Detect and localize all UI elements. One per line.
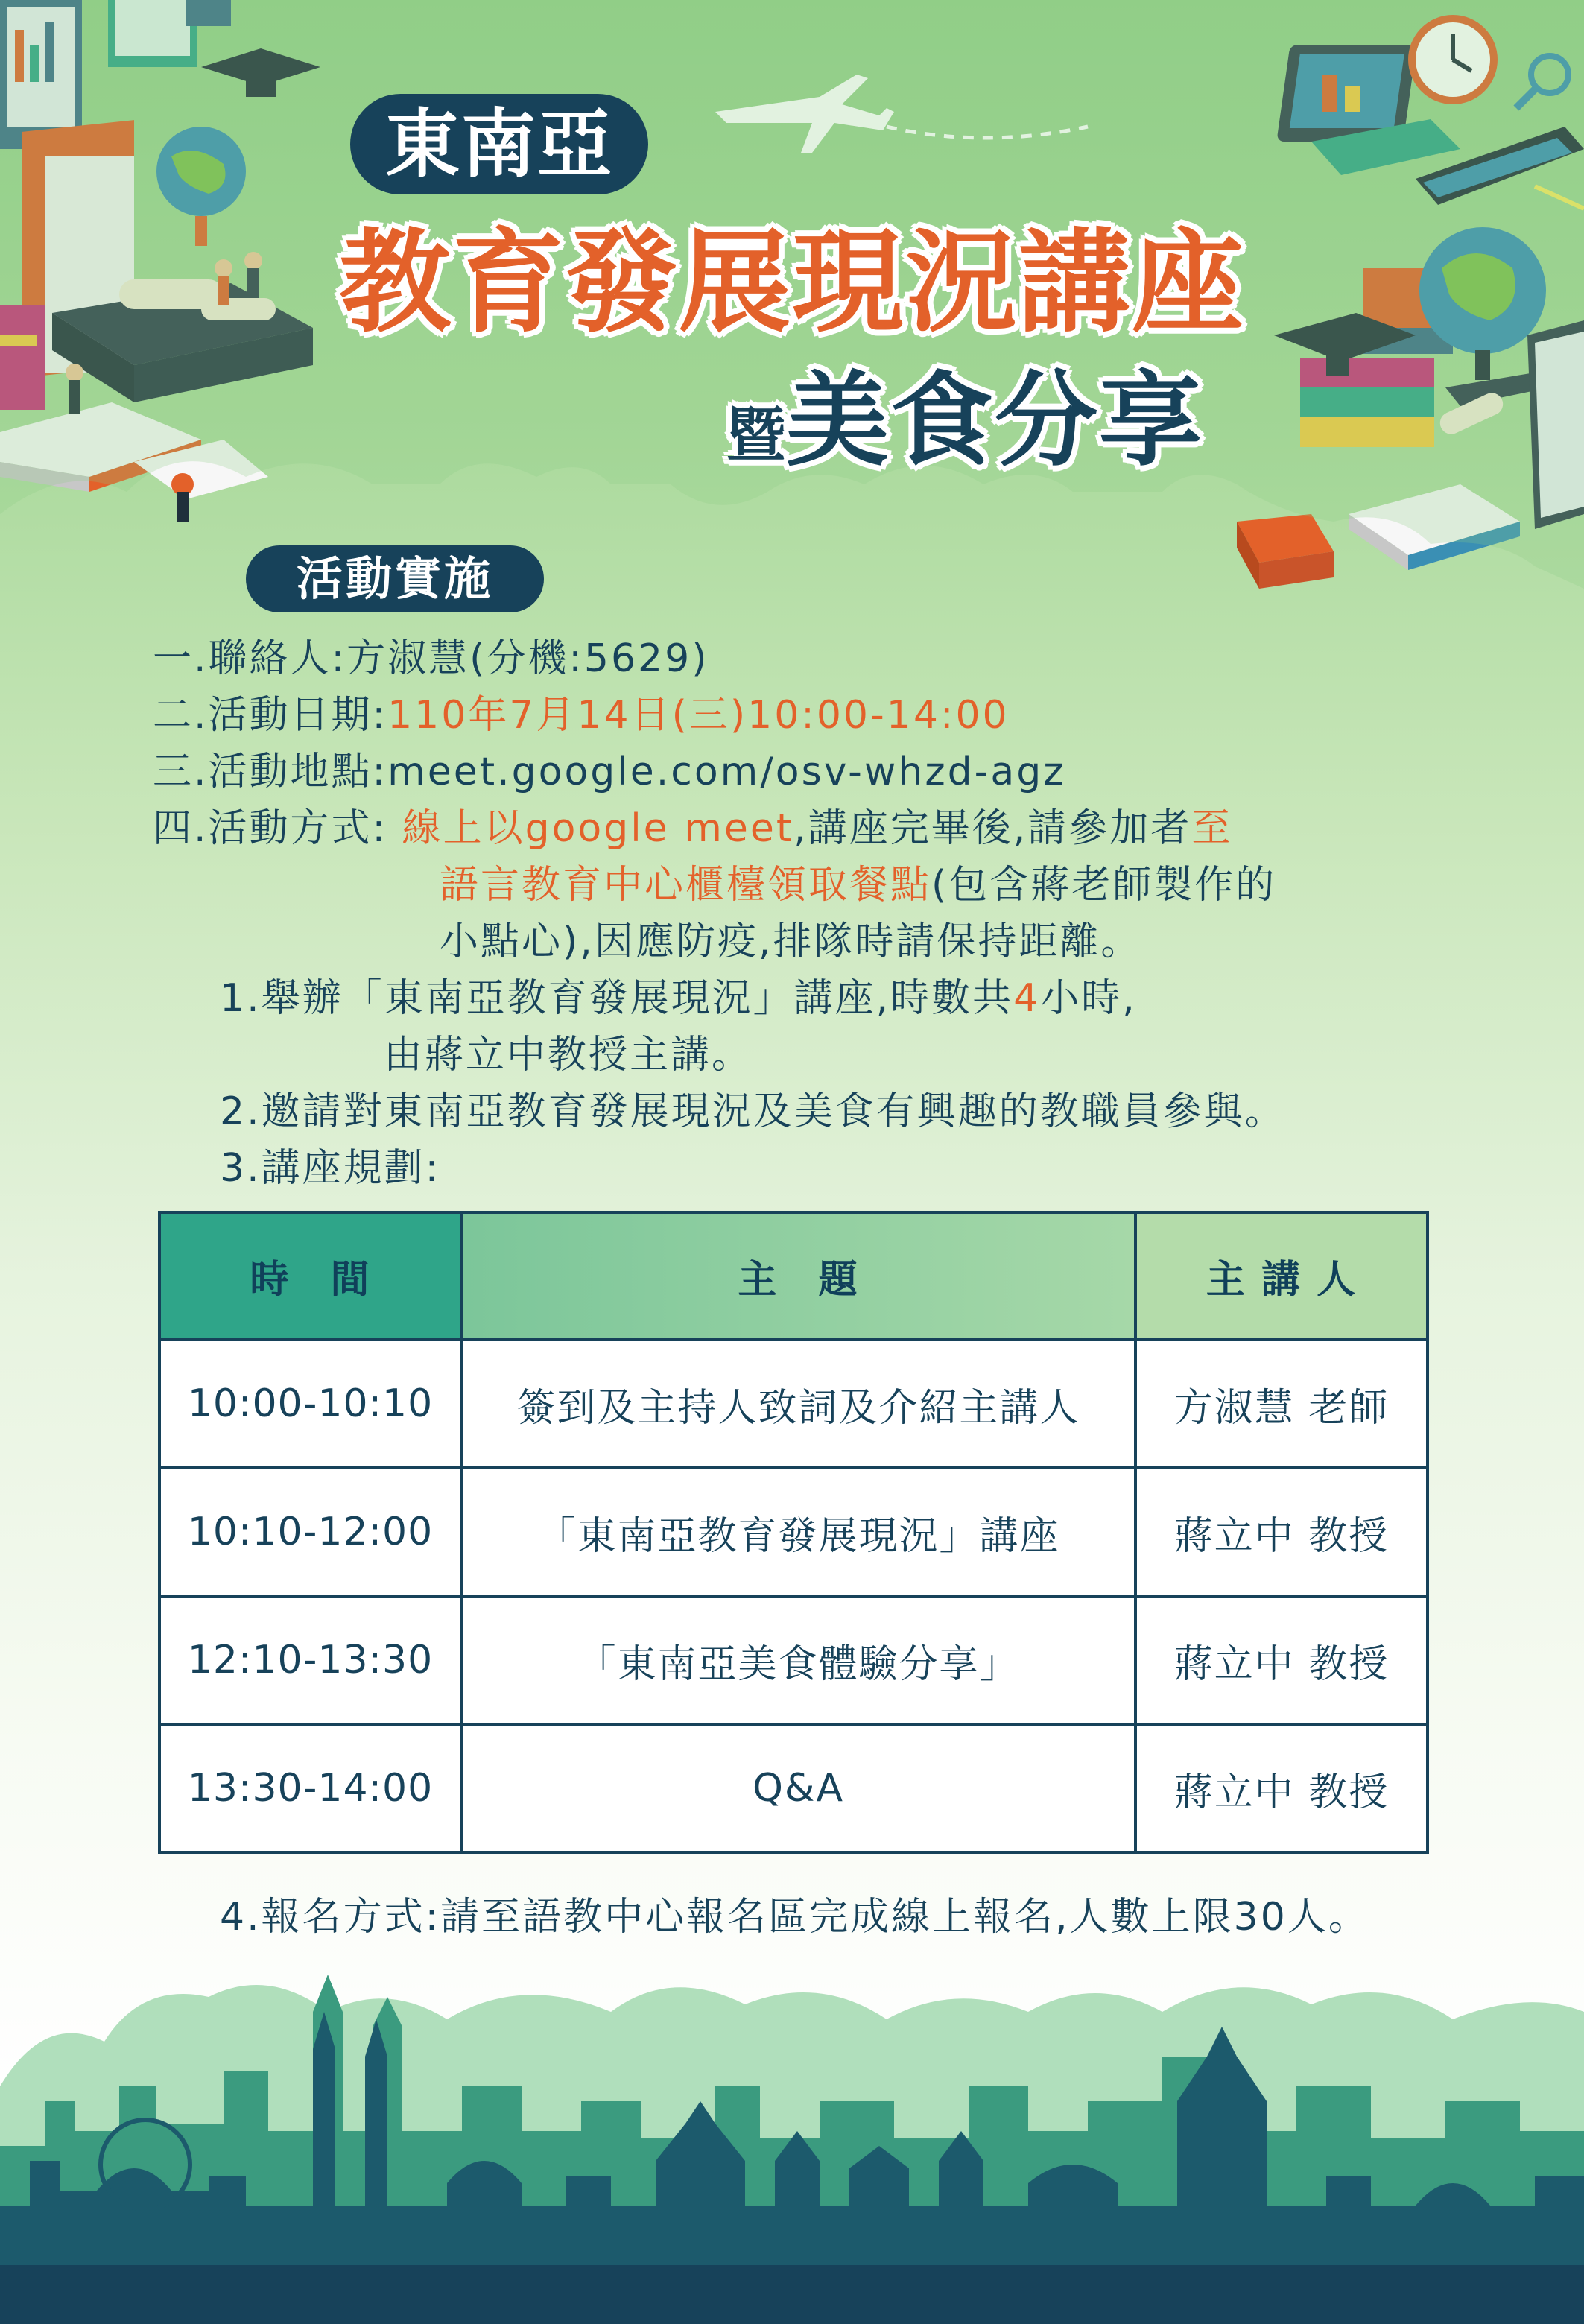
row-speaker: 蔣立中 教授 bbox=[1135, 1724, 1428, 1852]
row-time: 10:10-12:00 bbox=[159, 1468, 461, 1596]
item-1-line-2: 由蔣立中教授主講。 bbox=[384, 1033, 753, 1077]
subtitle bbox=[726, 361, 1203, 512]
row-time: 12:10-13:30 bbox=[159, 1596, 461, 1724]
subtitle-prefix: 暨 bbox=[726, 401, 786, 470]
header-time: 時 間 bbox=[159, 1212, 461, 1340]
item-4: 4.報名方式:請至語教中心報名區完成線上報名,人數上限30人。 bbox=[220, 1895, 1369, 1940]
item-2: 2.邀請對東南亞教育發展現況及美食有興趣的教職員參與。 bbox=[220, 1089, 1286, 1134]
main-title: 教育發展現況講座 bbox=[339, 218, 1246, 348]
date-value: 110年7月14日(三)10:00-14:00 bbox=[387, 693, 1010, 738]
item-1-text-b: 小時, bbox=[1040, 976, 1137, 1021]
section-heading: 活動實施 bbox=[246, 545, 544, 612]
table-row bbox=[159, 1596, 1428, 1724]
header-speaker: 主 講 人 bbox=[1135, 1212, 1428, 1340]
method-text-2b: (包含蔣老師製作的 bbox=[931, 863, 1277, 908]
method-text-1c: 至 bbox=[1191, 806, 1233, 851]
row-speaker: 方淑慧 老師 bbox=[1135, 1340, 1428, 1468]
schedule-table bbox=[158, 1211, 1429, 1854]
row-time: 13:30-14:00 bbox=[159, 1724, 461, 1852]
row-time: 10:00-10:10 bbox=[159, 1340, 461, 1468]
item-1-text-a: 1.舉辦「東南亞教育發展現況」講座,時數共 bbox=[220, 976, 1014, 1021]
table-row bbox=[159, 1724, 1428, 1852]
table-row bbox=[159, 1468, 1428, 1596]
row-speaker: 蔣立中 教授 bbox=[1135, 1596, 1428, 1724]
skyline-illustration bbox=[0, 1975, 1584, 2324]
header-topic: 主 題 bbox=[461, 1212, 1135, 1340]
date-label: 二.活動日期: bbox=[153, 693, 388, 738]
method-label: 四.活動方式: bbox=[153, 806, 388, 851]
place-value: meet.google.com/osv-whzd-agz bbox=[387, 750, 1066, 794]
method-text-2a: 語言教育中心櫃檯領取餐點 bbox=[440, 863, 932, 908]
row-topic: 簽到及主持人致詞及介紹主講人 bbox=[461, 1340, 1135, 1468]
method-line-2 bbox=[440, 858, 1276, 912]
method-line-3: 小點心),因應防疫,排隊時請保持距離。 bbox=[440, 919, 1142, 964]
row-topic: 「東南亞美食體驗分享」 bbox=[461, 1596, 1135, 1724]
method-text-1b: ,講座完畢後,請參加者 bbox=[793, 806, 1192, 851]
contact-value: 方淑慧(分機:5629) bbox=[346, 636, 709, 681]
item-1-hours: 4 bbox=[1013, 976, 1041, 1021]
item-1 bbox=[220, 972, 1137, 1025]
title-tag: 東南亞 bbox=[350, 94, 648, 194]
method-line-1 bbox=[153, 802, 1232, 855]
row-topic: Q&A bbox=[461, 1724, 1135, 1852]
table-header-row bbox=[159, 1212, 1428, 1340]
contact-line bbox=[153, 632, 709, 686]
item-3: 3.講座規劃: bbox=[220, 1146, 441, 1191]
place-line bbox=[153, 745, 1066, 799]
row-speaker: 蔣立中 教授 bbox=[1135, 1468, 1428, 1596]
row-topic: 「東南亞教育發展現況」講座 bbox=[461, 1468, 1135, 1596]
date-line bbox=[153, 688, 1010, 742]
contact-label: 一.聯絡人: bbox=[153, 636, 347, 681]
method-text-1a: 線上以google meet bbox=[402, 806, 794, 851]
subtitle-text: 美食分享 bbox=[786, 361, 1204, 481]
table-row bbox=[159, 1340, 1428, 1468]
place-label: 三.活動地點: bbox=[153, 750, 388, 794]
